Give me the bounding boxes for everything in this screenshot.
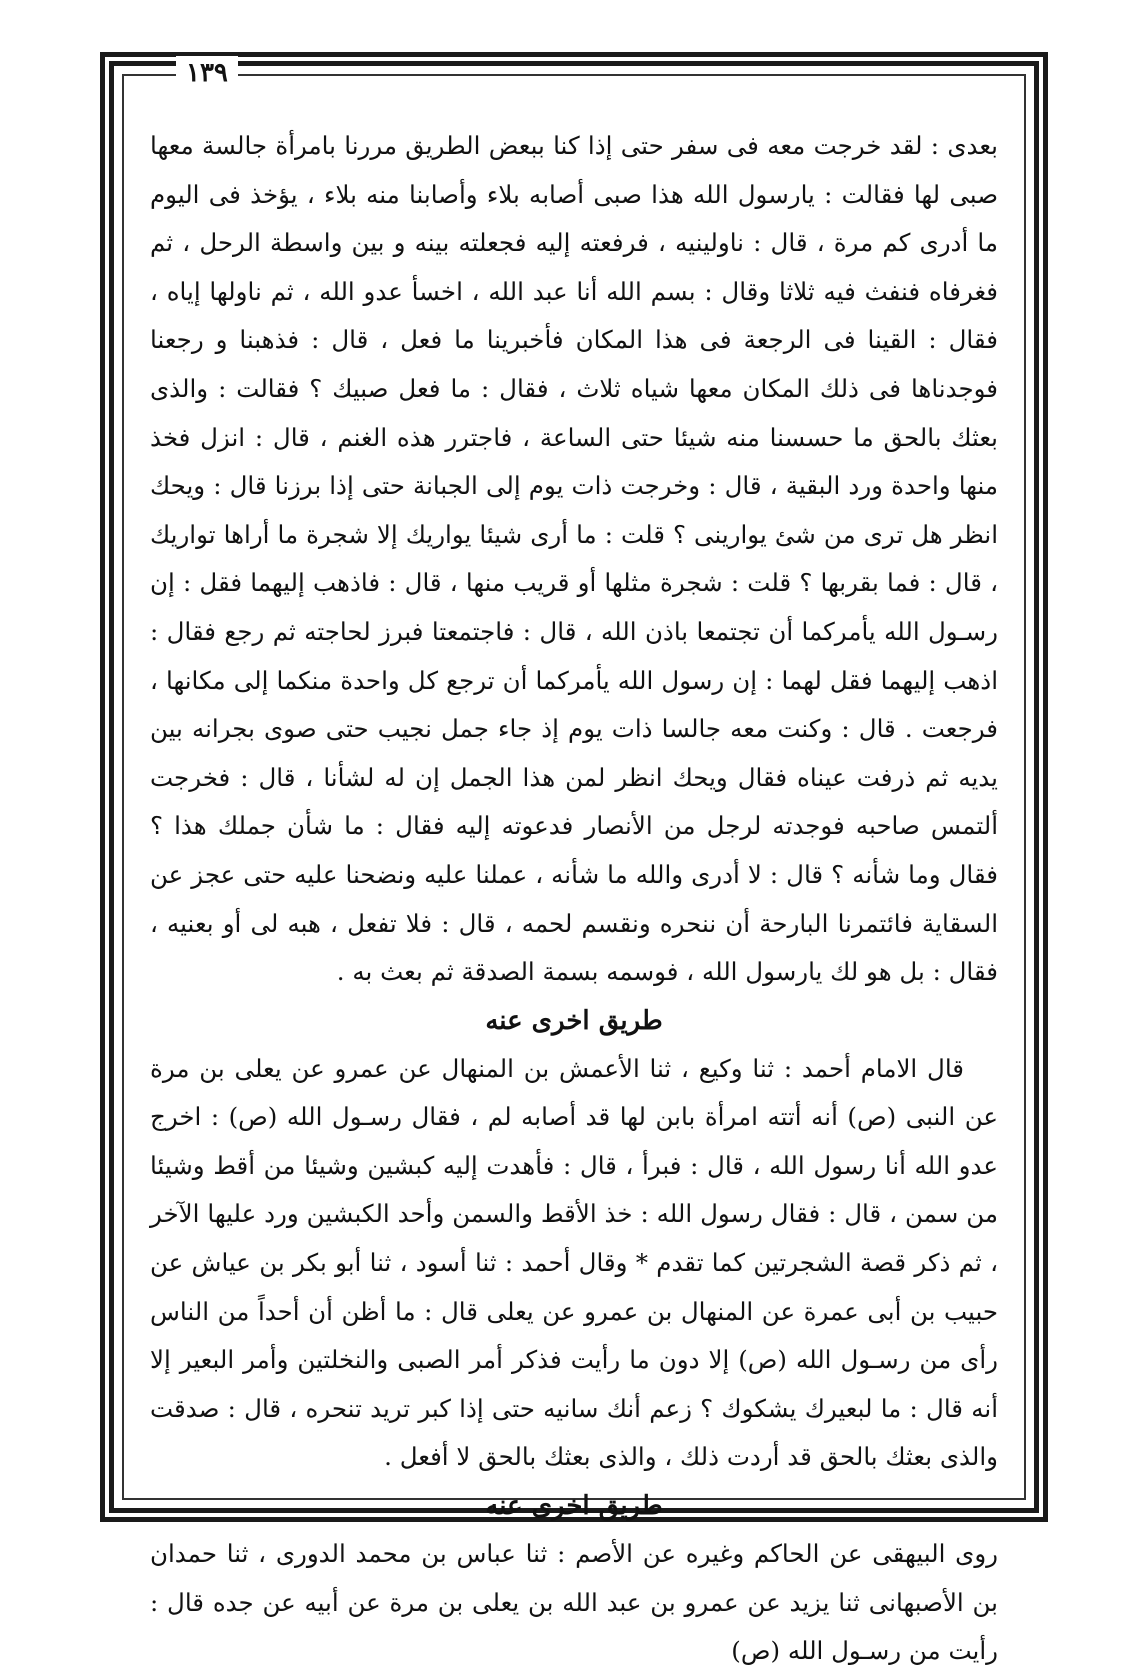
section-heading-1: طريق اخرى عنه [485, 1005, 663, 1036]
page-number: ١٣٩ [176, 56, 238, 90]
page-body [150, 122, 998, 1666]
paragraph-2: قال الامام أحمد : ثنا وكيع ، ثنا الأعمش بن المنهال عن عمرو عن يعلى بن مرة عن النبى (ص) أنه أتته امرأة بابن لها قد أصابه لم ، فقال رسـول الله (ص) : اخرج عدو الله أنا رسول الله ، قال : فبرأ ، قال : فأهدت إليه كبشين وشيئا من أقط وشيئا من سمن ، قال : فقال رسول الله : خذ الأقط والسمن وأحد الكبشين ورد عليها الآخر ، ثم ذكر قصة الشجرتين كما تقدم * وقال أحمد : ثنا أسود ، ثنا أبو بكر بن عياش عن حبيب بن أبى عمرة عن المنهال بن عمرو عن يعلى قال : ما أظن أن أحداً من الناس رأى من رسـول الله (ص) إلا دون ما رأيت فذكر أمر الصبى والنخلتين وأمر البعير إلا أنه قال : ما لبعيرك يشكوك ؟ زعم أنك سانيه حتى إذا كبر تريد تنحره ، قال : صدقت والذى بعثك بالحق قد أردت ذلك ، والذى بعثك بالحق لا أفعل . [150, 1053, 998, 1472]
paragraph-3: روى البيهقى عن الحاكم وغيره عن الأصم : ثنا عباس بن محمد الدورى ، ثنا حمدان بن الأصبهانى ثنا يزيد عن عمرو بن عبد الله بن يعلى بن مرة عن أبيه عن جده قال : رأيت من رسـول الله (ص) [150, 1539, 998, 1666]
section-heading-2: طريق اخرى عنه [485, 1491, 663, 1522]
paragraph-1: بعدى : لقد خرجت معه فى سفر حتى إذا كنا ببعض الطريق مررنا بامرأة جالسة معها صبى لها فقالت : يارسول الله هذا صبى أصابه بلاء وأصابنا منه بلاء ، يؤخذ فى اليوم ما أدرى كم مرة ، قال : ناولينيه ، فرفعته إليه فجعلته بينه و بين واسطة الرحل ، ثم فغرفاه فنفث فيه ثلاثا وقال : بسم الله أنا عبد الله ، اخسأ عدو الله ، ثم ناولها إياه ، فقال : القينا فى الرجعة فى هذا المكان فأخبرينا ما فعل ، قال : فذهبنا و رجعنا فوجدناها فى ذلك المكان معها شياه ثلاث ، فقال : ما فعل صبيك ؟ فقالت : والذى بعثك بالحق ما حسسنا منه شيئا حتى الساعة ، فاجترر هذه الغنم ، قال : انزل فخذ منها واحدة ورد البقية ، قال : وخرجت ذات يوم إلى الجبانة حتى إذا برزنا قال : ويحك انظر هل ترى من شئ يوارينى ؟ قلت : ما أرى شيئا يواريك إلا شجرة ما أراها تواريك ، قال : فما بقربها ؟ قلت : شجرة مثلها أو قريب منها ، قال : فاذهب إليهما فقل : إن رسـول الله يأمركما أن تجتمعا باذن الله ، قال : فاجتمعتا فبرز لحاجته ثم رجع فقال : اذهب إليهما فقل لهما : إن رسول الله يأمركما أن ترجع كل واحدة منكما إلى مكانها ، فرجعت . قال : وكنت معه جالسا ذات يوم إذ جاء جمل نجيب حتى صوى بجرانه بين يديه ثم ذرفت عيناه فقال ويحك انظر لمن هذا الجمل إن له لشأنا ، قال : فخرجت ألتمس صاحبه فوجدته لرجل من الأنصار فدعوته إليه فقال : ما شأن جملك هذا ؟ فقال وما شأنه ؟ قال : لا أدرى والله ما شأنه ، عملنا عليه ونضحنا عليه حتى عجز عن السقاية فائتمرنا البارحة أن ننحره ونقسم لحمه ، قال : فلا تفعل ، هبه لى أو بعنيه ، فقال : بل هو لك يارسول الله ، فوسمه بسمة الصدقة ثم بعث به . [150, 131, 998, 987]
